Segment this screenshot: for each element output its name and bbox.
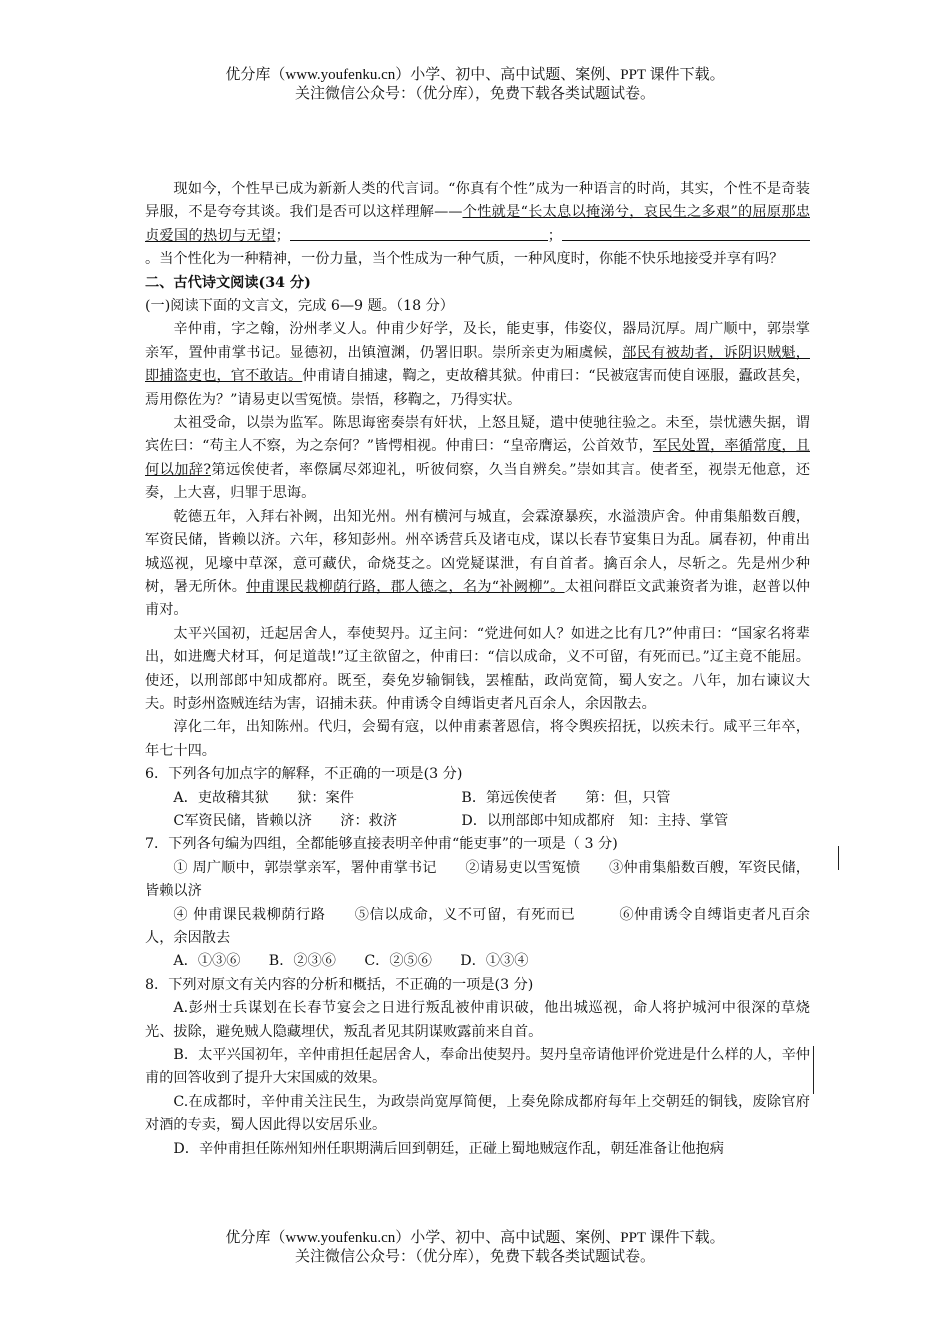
passage-underlined: 仲甫课民栽柳荫行路，郡人德之，名为“补阙柳”。: [246, 578, 565, 595]
passage-text: 太祖受命，以崇为监军。陈思诲密奏崇有奸状，上怒且疑，遣中使驰往验之。未至，崇忧懑失据，谓宾佐曰：“苟主人不察，为之奈何？”皆愕相视。仲甫曰：“皇帝膺运，公首效节，: [145, 415, 810, 455]
passage-text: 辛仲甫，字之翰，汾州孝义人。仲甫少好学，及长，能吏事，伟姿仪，器局沉厚。周广顺中，郭崇掌亲军，置仲甫掌书记。显德初，出镇澶渊，仍署旧职。崇所亲吏为厢虞候，: [145, 321, 810, 361]
option-8c[interactable]: C.在成都时，辛仲甫关注民生，为政崇尚宽厚简便，上奏免除成都府每年上交朝廷的铜钱，废除官府对酒的专卖，蜀人因此得以安居乐业。: [145, 1093, 810, 1134]
question-6-stem: 6．下列各句加点字的解释，不正确的一项是(3 分): [145, 766, 463, 783]
question-7-options[interactable]: A．①③⑥ B．②③⑥ C．②⑤⑥ D．①③④: [173, 953, 529, 970]
passage-paragraph-1: [145, 318, 810, 412]
intro-text-2: ；: [275, 227, 290, 244]
option-8a[interactable]: A.彭州士兵谋划在长春节宴会之日进行叛乱被仲甫识破，他出城巡视，命人将护城河中很深的草烧光、拔除，避免贼人隐藏埋伏，叛乱者见其阴谋败露前来自首。: [145, 1000, 810, 1040]
document-body: [145, 178, 810, 1161]
option-6d[interactable]: D．以刑部郎中知成都府 知：主持、掌管: [461, 812, 729, 829]
question-7-stem: 7．下列各句编为四组，全都能够直接表明辛仲甫“能吏事”的一项是（ 3 分): [145, 836, 618, 853]
passage-text: 第远俟使者，率傺属尽郊迎礼，听彼伺察，久当自辨矣。”崇如其言。使者至，视崇无他意，还奏，上大喜，归罪于思诲。: [145, 461, 811, 502]
question-6: [145, 763, 810, 833]
passage-text: 太祖问群臣文武兼资者为谁，赵普以仲甫对。: [145, 578, 810, 619]
margin-mark: [813, 1046, 814, 1094]
margin-mark: [838, 846, 839, 870]
question-7-items-2: ④ 仲甫课民栽柳荫行路 ⑤信以成命，义不可留，有死而已 ⑥仲甫诱令自缚诣吏者凡百余人，余因散去: [145, 906, 810, 946]
answer-blank-1[interactable]: [290, 225, 548, 241]
question-6-row-2: [145, 810, 810, 833]
option-8d[interactable]: D．辛仲甫担任陈州知州任职期满后回到朝廷，正碰上蜀地贼寇作乱，朝廷准备让他抱病: [173, 1140, 724, 1157]
option-8b[interactable]: B．太平兴国初年，辛仲甫担任起居舍人，奉命出使契丹。契丹皇帝请他评价党进是什么样的人，辛仲甫的回答收到了提升大宋国威的效果。: [145, 1047, 810, 1087]
option-6c[interactable]: C军资民储，皆赖以济 济：救济: [173, 812, 398, 829]
footer-line-1: 优分库（www.youfenku.cn）小学、初中、高中试题、案例、PPT 课件下载。: [225, 1230, 725, 1246]
passage-underlined: 部民有被劫者，诉阴识贼魁，即捕盗吏也，官不敢诘。: [145, 344, 810, 385]
intro-paragraph: [145, 178, 810, 272]
header-line-1: 优分库（www.youfenku.cn）小学、初中、高中试题、案例、PPT 课件下载。: [225, 67, 725, 83]
option-6a[interactable]: A．吏故稽其狱 狱：案件: [173, 789, 354, 806]
footer-line-2: 关注微信公众号：（优分库），免费下载各类试题试卷。: [294, 1249, 655, 1265]
page-header: [0, 66, 950, 104]
question-8-stem: 8．下列对原文有关内容的分析和概括，不正确的一项是(3 分): [145, 976, 534, 993]
passage-paragraph-3: [145, 506, 810, 623]
question-7: [145, 833, 810, 973]
question-8: [145, 974, 810, 1161]
header-line-2: 关注微信公众号：（优分库），免费下载各类试题试卷。: [294, 86, 655, 102]
question-7-items-1: ① 周广顺中，郭崇掌亲军，署仲甫掌书记 ②请易吏以雪冤愤 ③仲甫集船数百艘，军资民储，皆赖以济: [145, 859, 810, 900]
intro-text-3: ；: [547, 227, 562, 244]
section-title: 二、古代诗文阅读(34 分): [145, 274, 311, 291]
passage-underlined: 军民处置，率循常度，且何以加辞?: [145, 438, 810, 478]
option-6b[interactable]: B．第远俟使者 第：但，只管: [461, 789, 671, 806]
intro-text-4: 。当个性化为一种精神，一份力量，当个性成为一种气质，一种风度时，你能不快乐地接受并享有吗？: [145, 251, 784, 268]
answer-blank-2[interactable]: [562, 225, 810, 241]
passage-text: 乾德五年，入拜右补阙，出知光州。州有横河与城直，会霖潦暴疾，水溢溃庐舍。仲甫集船数百艘，军资民储，皆赖以济。六年，移知彭州。州卒诱营兵及诸屯戍，谋以长春节宴集日为乱。属春初，仲甫出城巡视，见壕中草深，意可藏伏，命烧芟之。凶党疑谋泄，有自首者。擒百余人，尽斩之。先是州少种树，暑无所休。: [145, 508, 810, 595]
passage-paragraph-2: [145, 412, 810, 506]
passage-paragraph-5: 淳化二年，出知陈州。代归，会蜀有寇，以仲甫素著恩信，将令舆疾招抚，以疾未行。咸平三年卒，年七十四。: [145, 719, 810, 759]
passage-text: 仲甫请自捕逮，鞫之，吏故稽其狱。仲甫曰：“民被寇害而使自诬服，蠹政甚矣，焉用傺佐为？”请易吏以雪冤愤。崇悟，移鞫之，乃得实状。: [145, 368, 810, 408]
intro-underlined-example: 个性就是“长太息以掩涕兮，哀民生之多艰”的屈原那忠贞爱国的热切与无望: [145, 204, 810, 244]
question-6-row-1: [145, 787, 810, 810]
page-footer: [0, 1229, 950, 1267]
sub-title: (一)阅读下面的文言文，完成 6—9 题。（18 分）: [145, 298, 454, 315]
intro-text-1: 现如今，个性早已成为新新人类的代言词。“你真有个性”成为一种语言的时尚，其实，个性不是奇装异服，不是夸夸其谈。我们是否可以这样理解——: [145, 181, 810, 221]
passage-paragraph-4: 太平兴国初，迁起居舍人，奉使契丹。辽主问：“党进何如人？如进之比有几?”仲甫曰：“国家名将辈出，如进鹰犬材耳，何足道哉!”辽主欲留之，仲甫曰：“信以成命，义不可留，有死而已。”辽主竟不能屈。使还，以刑部郎中知成都府。既至，奏免岁输铜钱，罢榷酤，政尚宽简，蜀人安之。八年，加右谏议大夫。时彭州盗贼连结为害，诏捕未获。仲甫诱令自缚诣吏者凡百余人，余因散去。: [145, 625, 810, 712]
